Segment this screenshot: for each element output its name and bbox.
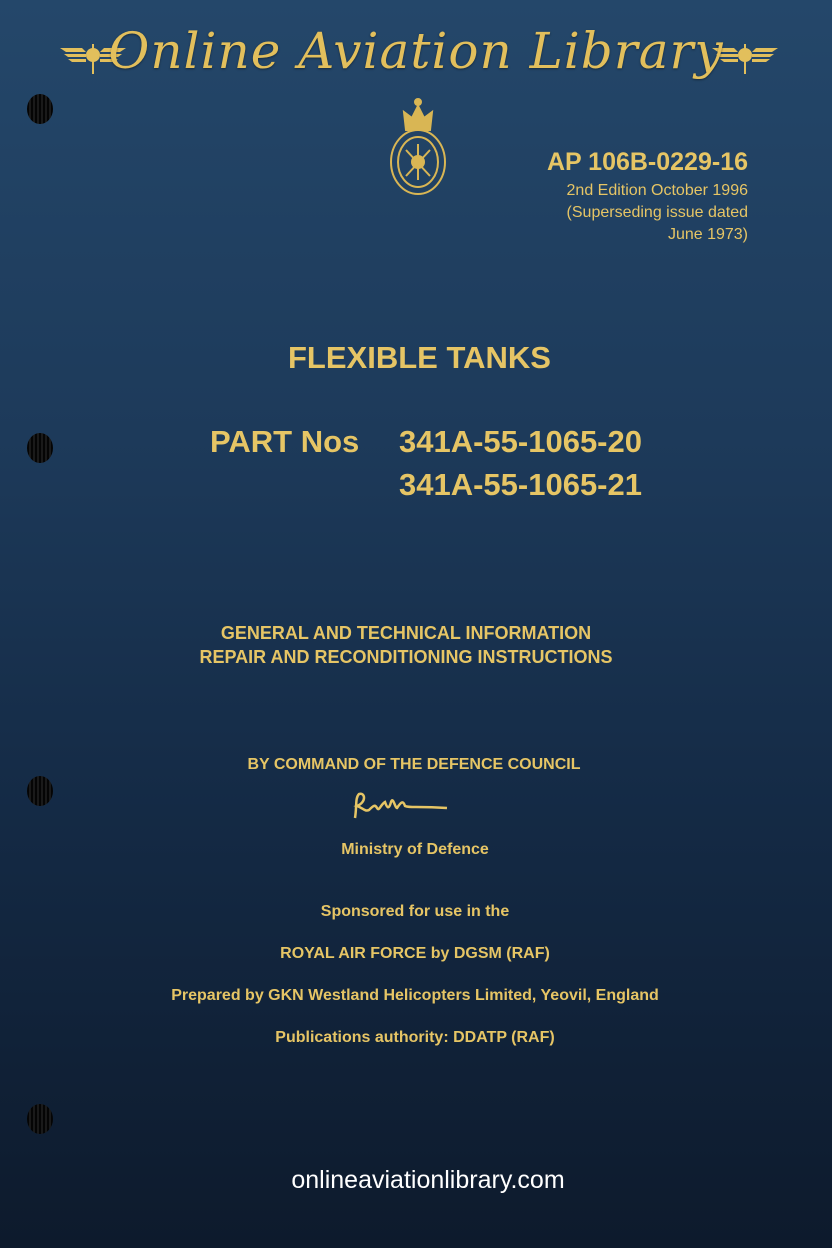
part-number-1: 341A-55-1065-20 xyxy=(398,424,642,459)
website-url[interactable]: onlineaviationlibrary.com xyxy=(291,1166,565,1194)
crest-icon xyxy=(388,94,448,198)
superseding-line-1: (Superseding issue dated xyxy=(566,204,748,221)
prepared-line: Prepared by GKN Westland Helicopters Limited, Yeovil, England xyxy=(171,987,659,1004)
raf-line: ROYAL AIR FORCE by DGSM (RAF) xyxy=(280,945,550,962)
edition: 2nd Edition October 1996 xyxy=(566,182,748,199)
binder-hole xyxy=(27,94,53,124)
signature xyxy=(0,788,818,831)
superseding-line-2: June 1973) xyxy=(667,226,748,243)
part-prefix: PART Nos xyxy=(210,424,360,459)
ministry: Ministry of Defence xyxy=(341,841,489,858)
publication-number: AP 106B-0229-16 xyxy=(546,148,748,176)
document-title: FLEXIBLE TANKS xyxy=(288,340,551,375)
part-number-2: 341A-55-1065-21 xyxy=(398,467,642,502)
command-line: BY COMMAND OF THE DEFENCE COUNCIL xyxy=(247,756,581,773)
binder-hole xyxy=(27,433,53,463)
sponsored-line: Sponsored for use in the xyxy=(320,903,510,920)
subtitle-line-1: GENERAL AND TECHNICAL INFORMATION xyxy=(220,623,592,643)
brand-title: Online Aviation Library xyxy=(108,22,724,80)
binder-hole xyxy=(27,1104,53,1134)
subtitle-line-2: REPAIR AND RECONDITIONING INSTRUCTIONS xyxy=(199,647,613,667)
publications-authority: Publications authority: DDATP (RAF) xyxy=(275,1029,555,1046)
